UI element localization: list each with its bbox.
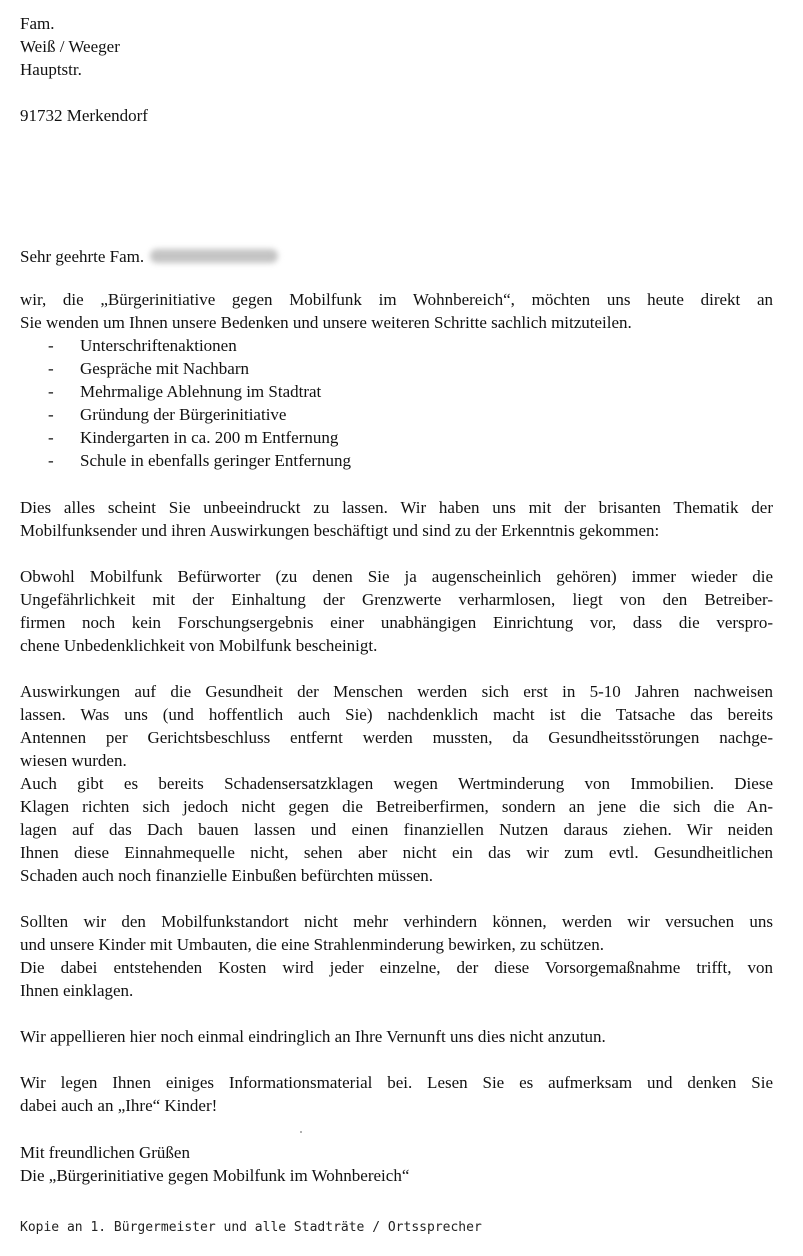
scan-speck <box>300 1131 302 1133</box>
salutation <box>20 245 278 268</box>
paragraph-line: dabei auch an „Ihre“ Kinder! <box>20 1096 218 1115</box>
address-city: 91732 Merkendorf <box>20 106 148 125</box>
intro-paragraph <box>20 288 773 334</box>
paragraph-legal-action <box>20 910 773 1002</box>
address-recipient: Weiß / Weeger <box>20 37 120 56</box>
redacted-name <box>150 249 278 263</box>
copy-note: Kopie an 1. Bürgermeister und alle Stadträte / Ortssprecher <box>20 1220 482 1235</box>
address-name-prefix: Fam. <box>20 14 55 33</box>
paragraph-line: chene Unbedenklichkeit von Mobilfunk bescheinigt. <box>20 636 378 655</box>
paragraph-line: Ihnen einklagen. <box>20 981 134 1000</box>
paragraph-line: lassen. Was uns (und hoffentlich auch Sie) nachdenklich macht ist die Tatsache das bereits <box>20 705 773 724</box>
list-item-text: Kindergarten in ca. 200 m Entfernung <box>80 428 339 447</box>
paragraph-health-effects <box>20 680 773 887</box>
bullet-marker: - <box>48 382 54 401</box>
list-item-text: Gespräche mit Nachbarn <box>80 359 249 378</box>
list-item-text: Schule in ebenfalls geringer Entfernung <box>80 451 351 470</box>
paragraph-line: Schaden auch noch finanzielle Einbußen befürchten müssen. <box>20 866 434 885</box>
paragraph-research <box>20 565 773 657</box>
list-item-text: Mehrmalige Ablehnung im Stadtrat <box>80 382 322 401</box>
paragraph-line: lagen auf das Dach bauen lassen und einen finanziellen Nutzen daraus ziehen. Wir neiden <box>20 820 773 839</box>
paragraph-line: Klagen richten sich jedoch nicht gegen die Betreiberfirmen, sondern an jene die sich die An- <box>20 797 773 816</box>
intro-line: wir, die „Bürgerinitiative gegen Mobilfunk im Wohnbereich“, möchten uns heute direkt an <box>20 290 773 309</box>
paragraph-line: Dies alles scheint Sie unbeeindruckt zu lassen. Wir haben uns mit der brisanten Thematik der <box>20 498 773 517</box>
address-street: Hauptstr. <box>20 60 82 79</box>
bullet-marker: - <box>48 405 54 424</box>
paragraph-reaction <box>20 496 773 542</box>
paragraph-line: firmen noch kein Forschungsergebnis einer unabhängigen Einrichtung vor, dass die verspro- <box>20 613 773 632</box>
paragraph-line: Die dabei entstehenden Kosten wird jeder einzelne, der diese Vorsorgemaßnahme trifft, von <box>20 958 773 977</box>
bullet-marker: - <box>48 359 54 378</box>
list-item-text: Gründung der Bürgerinitiative <box>80 405 287 424</box>
bullet-marker: - <box>48 428 54 447</box>
paragraph-line: Auch gibt es bereits Schadensersatzklagen wegen Wertminderung von Immobilien. Diese <box>20 774 773 793</box>
closing-greeting: Mit freundlichen Grüßen <box>20 1143 190 1162</box>
paragraph-information <box>20 1071 773 1117</box>
paragraph-line: Ungefährlichkeit mit der Einhaltung der Grenzwerte verharmlosen, liegt von den Betreiber- <box>20 590 773 609</box>
paragraph-line: Antennen per Gerichtsbeschluss entfernt werden mussten, da Gesundheitsstörungen nachge- <box>20 728 773 747</box>
salutation-text: Sehr geehrte Fam. <box>20 247 145 266</box>
bullet-marker: - <box>48 336 54 355</box>
paragraph-line: Sollten wir den Mobilfunkstandort nicht mehr verhindern können, werden wir versuchen uns <box>20 912 773 931</box>
closing-signature: Die „Bürgerinitiative gegen Mobilfunk im Wohnbereich“ <box>20 1166 410 1185</box>
paragraph-line: Wir legen Ihnen einiges Informationsmaterial bei. Lesen Sie es aufmerksam und denken Sie <box>20 1073 773 1092</box>
paragraph-line: Auswirkungen auf die Gesundheit der Menschen werden sich erst in 5-10 Jahren nachweisen <box>20 682 773 701</box>
bullet-marker: - <box>48 451 54 470</box>
intro-line: Sie wenden um Ihnen unsere Bedenken und unsere weiteren Schritte sachlich mitzuteilen. <box>20 313 632 332</box>
paragraph-line: wiesen wurden. <box>20 751 127 770</box>
list-item-text: Unterschriftenaktionen <box>80 336 237 355</box>
paragraph-line: und unsere Kinder mit Umbauten, die eine Strahlenminderung bewirken, zu schützen. <box>20 935 604 954</box>
paragraph-line: Obwohl Mobilfunk Befürworter (zu denen Sie ja augenscheinlich gehören) immer wieder die <box>20 567 773 586</box>
paragraph-appeal: Wir appellieren hier noch einmal eindringlich an Ihre Vernunft uns dies nicht anzutun. <box>20 1027 606 1046</box>
paragraph-line: Mobilfunksender und ihren Auswirkungen beschäftigt und sind zu der Erkenntnis gekommen: <box>20 521 660 540</box>
paragraph-line: Ihnen diese Einnahmequelle nicht, sehen aber nicht ein das wir zum evtl. Gesundheitlichen <box>20 843 773 862</box>
